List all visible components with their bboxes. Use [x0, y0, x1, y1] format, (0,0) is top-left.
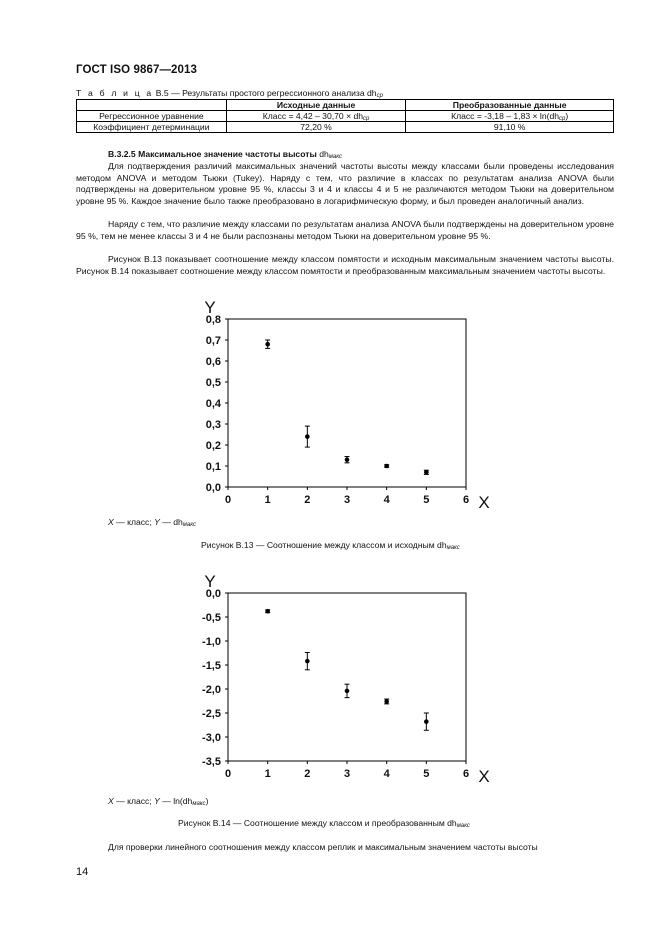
cell-sub: ср [559, 116, 566, 122]
y-tick-label: -1,0 [202, 636, 221, 648]
y-tick-label: 0,0 [205, 482, 221, 494]
legend-y-desc: — ln(dh [159, 796, 193, 806]
x-tick-label: 3 [343, 768, 351, 780]
table-caption [76, 88, 383, 98]
y-tick-label: 0,8 [205, 314, 221, 326]
data-point [305, 434, 310, 439]
cell-text: Класс = -3,18 – 1,83 × ln(dh [451, 111, 560, 121]
data-point [345, 457, 350, 462]
legend-y-var: Y [154, 796, 160, 806]
legend-y-end: ) [205, 796, 209, 806]
table-cell: 91,10 % [406, 122, 614, 133]
table-header-cell: Исходные данные [226, 100, 406, 111]
legend-x-desc: — класс; [113, 517, 155, 527]
y-tick-label: 0,4 [205, 398, 221, 410]
x-tick-label: 1 [264, 494, 271, 506]
figure-b14-chart [190, 566, 510, 788]
y-tick-label: -3,5 [202, 756, 221, 768]
x-tick-label: 2 [304, 768, 311, 780]
table-row-label: Коэффициент детерминации [77, 122, 227, 133]
table-row [77, 111, 614, 122]
y-tick-label: -3,0 [202, 732, 221, 744]
x-tick-label: 0 [224, 494, 232, 506]
data-point [424, 719, 429, 724]
x-tick-label: 3 [343, 494, 351, 506]
y-tick-label: -2,0 [202, 684, 221, 696]
legend-x-desc: — класс; [113, 796, 155, 806]
paragraph-last-line: Для проверки линейного соотношения между классом реплик и максимальным значением частоты высоты [108, 842, 538, 852]
figure-caption-text: Рисунок В.14 — Соотношение между классом и преобразованным dh [178, 818, 457, 828]
regression-table [76, 99, 614, 133]
table-caption-text: В.5 — Результаты простого регрессионного анализа dh [155, 88, 377, 98]
x-tick-label: 0 [224, 768, 232, 780]
table-caption-prefix: Т а б л и ц а [76, 88, 154, 98]
data-point [424, 470, 429, 475]
x-tick-label: 5 [423, 768, 430, 780]
x-tick-label: 4 [383, 494, 390, 506]
data-point [265, 609, 270, 614]
legend-y-var: Y [154, 517, 160, 527]
legend-y-sub: макс [182, 522, 197, 528]
x-tick-label: 6 [462, 494, 470, 506]
legend-y-sub: макс [192, 801, 206, 807]
x-tick-label: 6 [462, 768, 470, 780]
data-point [305, 659, 310, 664]
paragraph: Наряду с тем, что различие между классами по результатам анализа ANOVA были подтверждены на доверительном уровне 95 %, тем не менее классы 3 и 4 не были распознаны методом Тьюки на доверительном уровне 95 %. [76, 219, 614, 241]
data-point [384, 699, 389, 704]
table-row [77, 122, 614, 133]
y-tick-label: 0,1 [205, 461, 221, 473]
x-axis-label: X [478, 493, 490, 512]
table-header-cell: Преобразованные данные [406, 100, 614, 111]
table-cell [226, 111, 406, 122]
y-tick-label: 0,0 [205, 588, 221, 600]
x-axis-label: X [478, 767, 490, 786]
cell-sub: ср [363, 116, 370, 122]
y-tick-label: 0,2 [205, 440, 221, 452]
y-tick-label: -1,5 [202, 660, 221, 672]
table-cell: 72,20 % [226, 122, 406, 133]
x-tick-label: 1 [264, 768, 271, 780]
table-caption-sub: ср [376, 93, 383, 99]
y-tick-label: 0,5 [205, 377, 221, 389]
table-header-cell [77, 100, 227, 111]
y-axis-label: Y [204, 298, 216, 317]
cell-text-end: ) [565, 111, 569, 121]
figure-caption-sub: макс [456, 823, 470, 829]
y-axis-label: Y [204, 572, 216, 591]
legend-x-var: X [108, 517, 114, 527]
figure-b13-caption [201, 540, 460, 550]
section-symbol-sub: макс [328, 154, 342, 160]
y-tick-label: 0,6 [205, 356, 221, 368]
figure-b14-caption [178, 818, 470, 828]
section-heading [108, 149, 342, 159]
table-cell [406, 111, 614, 122]
cell-text: Класс = 4,42 – 30,70 × dh [262, 111, 364, 121]
y-tick-label: 0,3 [205, 419, 221, 431]
x-tick-label: 5 [423, 494, 430, 506]
page-number: 14 [76, 866, 89, 878]
figure-b13-chart [190, 292, 510, 514]
figure-caption-sub: макс [446, 545, 460, 551]
table-row-label: Регрессионное уравнение [77, 111, 227, 122]
paragraph: Рисунок В.13 показывает соотношение между классом помятости и исходным максимальным значением частоты высоты. Рисунок В.14 показывает соотношение между классом помятости и преобразованным максимальным значением частоты высоты. [76, 254, 614, 276]
table-header-row [77, 100, 614, 111]
section-symbol: dh [319, 149, 329, 159]
plot-frame [228, 593, 466, 761]
y-tick-label: -0,5 [202, 612, 221, 624]
data-point [345, 689, 350, 694]
section-title: В.3.2.5 Максимальное значение частоты высоты [108, 149, 317, 159]
data-point [384, 464, 389, 469]
figure-b14-legend [108, 796, 208, 806]
figure-caption-text: Рисунок В.13 — Соотношение между классом и исходным dh [201, 540, 447, 550]
y-tick-label: 0,7 [205, 335, 221, 347]
legend-y-desc: — dh [159, 517, 183, 527]
legend-x-var: X [108, 796, 114, 806]
document-title: ГОСТ ISO 9867—2013 [76, 64, 198, 76]
figure-b13-legend [108, 517, 196, 527]
data-point [265, 342, 270, 347]
y-tick-label: -2,5 [202, 708, 221, 720]
x-tick-label: 2 [304, 494, 311, 506]
paragraph: Для подтверждения различий максимальных значений частоты высоты между классами были проведены исследования методом ANOVA и методом Тьюки (Tukey). Наряду с тем, что различие в классах по результатам анализа ANOVA были подтверждены на доверительном уровне 95 %, классы 3 и 4 и классы 4 и 5 не различаются методом Тьюки на доверительном уровне 95 %. Каждое значение было также преобразовано в логарифмическую форму, и был проведен аналогичный анализ. [76, 161, 614, 206]
x-tick-label: 4 [383, 768, 390, 780]
